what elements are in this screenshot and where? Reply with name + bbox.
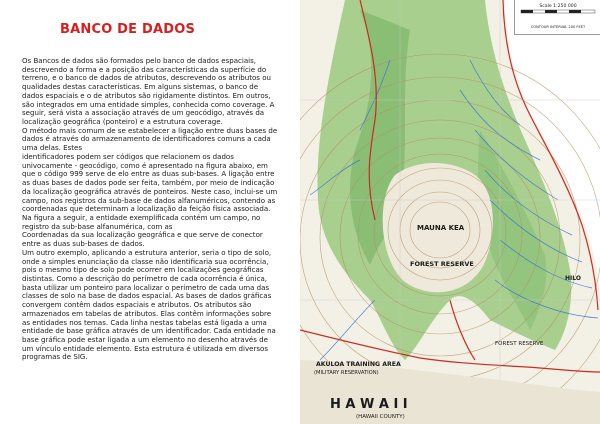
body-line: Um outro exemplo, aplicando a estrutura anterior, seria o tipo de solo, xyxy=(22,248,272,257)
label-forest-reserve-2: FOREST RESERVE xyxy=(495,341,544,347)
body-line: onde a simples enunciação da classe não identificaria sua ocorrência, xyxy=(22,257,269,266)
body-line: são integrados em uma entidade simples, conhecida como coverage. A xyxy=(22,100,275,109)
map-graphic xyxy=(300,0,600,424)
body-line: distintas. Como a descrição do perímetro de cada ocorrência é única, xyxy=(22,274,268,283)
body-line: univocamente - geocódigo, como é apresentado na figura abaixo, em xyxy=(22,161,268,170)
body-line: programas de SIG. xyxy=(22,353,88,362)
label-county: (HAWAII COUNTY) xyxy=(356,414,405,420)
label-military: (MILITARY RESERVATION) xyxy=(314,370,379,376)
body-line: as duas bases de dados pode ser feita, também, por meio de indicação xyxy=(22,179,275,188)
document-title: BANCO DE DADOS xyxy=(60,22,196,37)
body-line: terreno, e o banco de dados de atributos, descrevendo os atributos ou xyxy=(22,74,271,83)
body-line: seguir, será vista a associação através de um geocódigo, através da xyxy=(22,109,265,118)
scale-graphic xyxy=(515,0,600,34)
body-line: dados espaciais e o de atributos são rigidamente distintos. Em outros, xyxy=(22,91,271,100)
label-training-area: AKULOA TRAINING AREA xyxy=(316,361,401,368)
body-line: uma delas. Estes xyxy=(22,144,83,153)
body-line: Os Bancos de dados são formados pelo banco de dados espaciais, xyxy=(22,57,257,65)
body-line: pois o mesmo tipo de solo pode ocorrer em localizações geográficas xyxy=(22,266,264,275)
label-hawaii: H A W A I I xyxy=(330,397,408,412)
scale-bar-segment-3 xyxy=(569,10,581,13)
body-line: base gráfica pode estar ligada a um elemento no desenho através de xyxy=(22,336,268,344)
body-line: Na figura a seguir, a entidade exemplificada contém um campo, no xyxy=(22,213,261,222)
scale-bar-segment-1 xyxy=(521,10,533,13)
body-line: coordenadas que determinam a localização da feição física associada. xyxy=(22,205,271,214)
body-line: entre as duas sub-bases de dados. xyxy=(22,240,145,249)
body-line: localização geográfica (ponteiro) e a estrutura coverage. xyxy=(22,118,223,127)
body-line: classes de solo na base de dados espacial. As bases de dados gráficas xyxy=(22,292,272,301)
body-line: descrevendo a forma e a posição das características da superfície do xyxy=(22,65,267,74)
scale-bar-segment-2 xyxy=(545,10,557,13)
body-line: dados é através do armazenamento de identificadores comuns a cada xyxy=(22,135,271,144)
body-line: O método mais comum de se estabelecer a ligação entre duas bases de xyxy=(22,126,278,135)
body-line: um vínculo entidade elemento. Esta estrutura é utilizada em diversos xyxy=(22,344,269,353)
body-line: Coordenadas da sua localização geográfica e que serve de conector xyxy=(22,231,263,240)
body-line: da localização geográfica através de ponteiros. Neste caso, inclui-se um xyxy=(22,187,278,196)
map-scale-box xyxy=(514,0,600,35)
label-forest-reserve: FOREST RESERVE xyxy=(410,260,474,268)
body-line: convergem contêm dados espaciais e atributos. Os atributos são xyxy=(22,301,252,310)
body-line: armazenados em tabelas de atributos. Elas contêm informações sobre xyxy=(22,309,272,318)
scale-text: Scale 1:250 000 xyxy=(539,4,577,9)
label-hilo: HILO xyxy=(565,275,581,282)
body-line: identificadores podem ser códigos que relacionem os dados xyxy=(22,152,234,161)
body-line: campo, nos registros da sub-base de dados alfanuméricos, contendo as xyxy=(22,196,276,205)
document-body xyxy=(22,57,292,362)
body-line: entidade de base gráfica através de um identificador. Cada entidade na xyxy=(22,327,276,336)
body-line: as entidades nos temas. Cada linha nestas tabelas está ligada a uma xyxy=(22,318,267,327)
body-line: basta utilizar um ponteiro para localizar o perímetro de cada uma das xyxy=(22,283,270,292)
body-line: qualidades destas características. Em alguns sistemas, o banco de xyxy=(22,83,259,92)
body-line: registro da sub-base alfanumérica, com as xyxy=(22,222,173,231)
topographic-map xyxy=(300,0,600,424)
label-mauna-kea: MAUNA KEA xyxy=(417,224,465,232)
body-line: que o código 999 serve de elo entre as duas sub-bases. A ligação entre xyxy=(22,170,275,179)
contour-note: CONTOUR INTERVAL 200 FEET xyxy=(530,25,586,29)
